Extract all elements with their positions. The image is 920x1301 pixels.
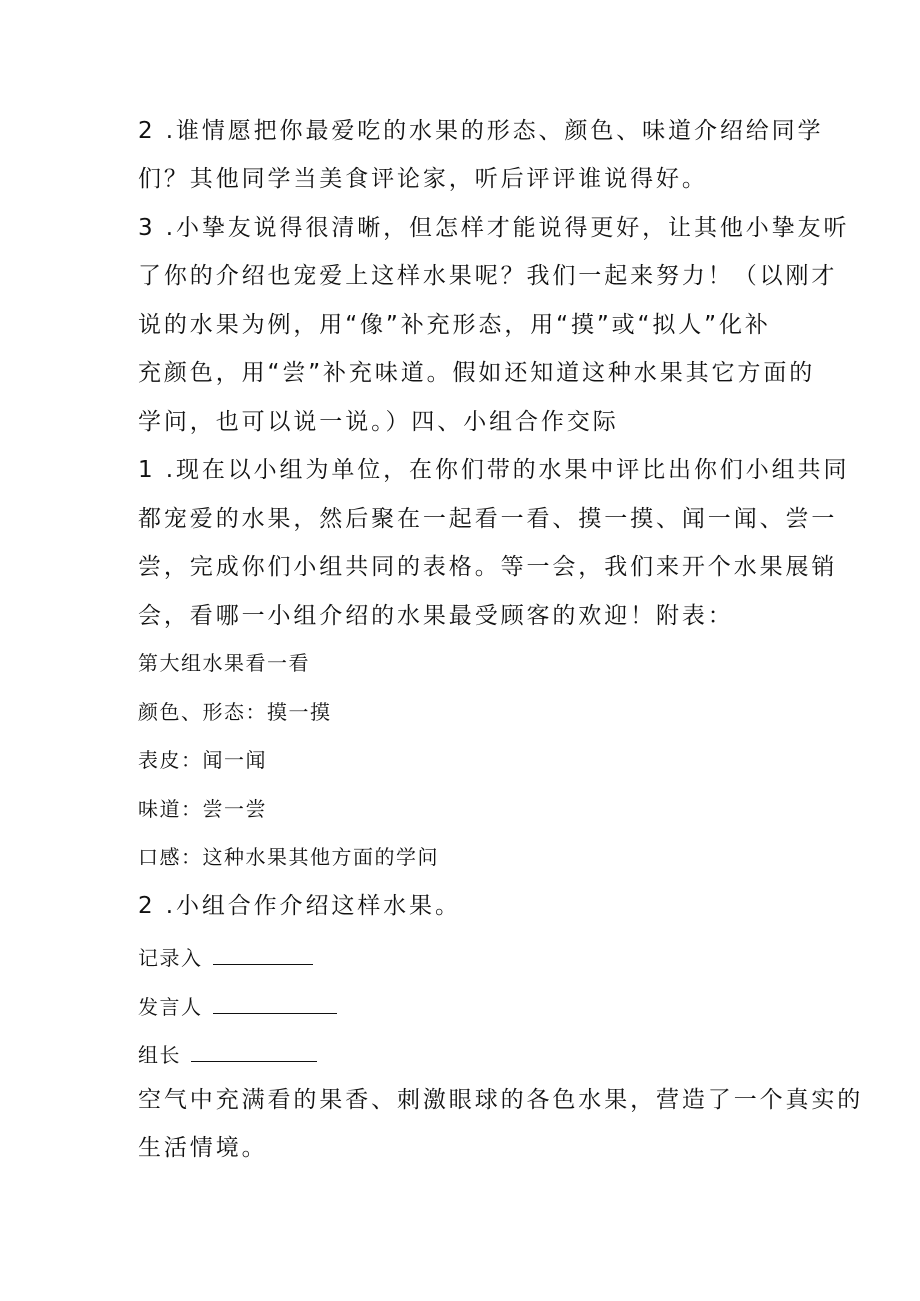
paragraph-3-line-1: 3 .小挚友说得很清晰，但怎样才能说得更好，让其他小挚友听 — [138, 215, 850, 241]
table-line-4: 味道：尝一尝 — [138, 797, 267, 821]
group-2-title: 2 .小组合作介绍这样水果。 — [138, 893, 461, 919]
paragraph-3-line-2: 了你的介绍也宠爱上这样水果呢？我们一起来努力！（以刚才 — [138, 263, 838, 289]
closing-line-1: 空气中充满看的果香、刺激眼球的各色水果，营造了一个真实的 — [138, 1087, 864, 1113]
group-1-line-4: 会，看哪一小组介绍的水果最受顾客的欢迎！附表： — [138, 603, 734, 629]
leader-blank — [191, 1041, 317, 1062]
paragraph-3-line-4: 充颜色，用“尝”补充味道。假如还知道这种水果其它方面的 — [138, 360, 816, 386]
recorder-line — [138, 944, 313, 968]
table-line-5: 口感：这种水果其他方面的学问 — [138, 845, 439, 869]
paragraph-2-line-2: 们？其他同学当美食评论家，听后评评谁说得好。 — [138, 166, 708, 192]
recorder-label: 记录入 — [138, 946, 203, 970]
closing-line-2: 生活情境。 — [138, 1135, 268, 1161]
paragraph-3-line-3: 说的水果为例，用“像”补充形态，用“摸”或“拟人”化补 — [138, 312, 771, 338]
table-line-2: 颜色、形态：摸一摸 — [138, 700, 332, 724]
paragraph-3-line-5: 学问，也可以说一说。）四、小组合作交际 — [138, 409, 619, 435]
speaker-blank — [213, 993, 337, 1014]
table-line-1: 第大组水果看一看 — [138, 651, 310, 675]
leader-line — [138, 1041, 317, 1065]
group-1-line-2: 都宠爱的水果，然后聚在一起看一看、摸一摸、闻一闻、尝一 — [138, 506, 838, 532]
group-1-line-3: 尝，完成你们小组共同的表格。等一会，我们来开个水果展销 — [138, 554, 838, 580]
recorder-blank — [213, 944, 313, 965]
leader-label: 组长 — [138, 1043, 181, 1067]
speaker-line — [138, 993, 337, 1017]
paragraph-2-line-1: 2 .谁情愿把你最爱吃的水果的形态、颜色、味道介绍给同学 — [138, 118, 824, 144]
group-1-line-1: 1 .现在以小组为单位，在你们带的水果中评比出你们小组共同 — [138, 457, 850, 483]
table-line-3: 表皮：闻一闻 — [138, 748, 267, 772]
speaker-label: 发言人 — [138, 995, 203, 1019]
